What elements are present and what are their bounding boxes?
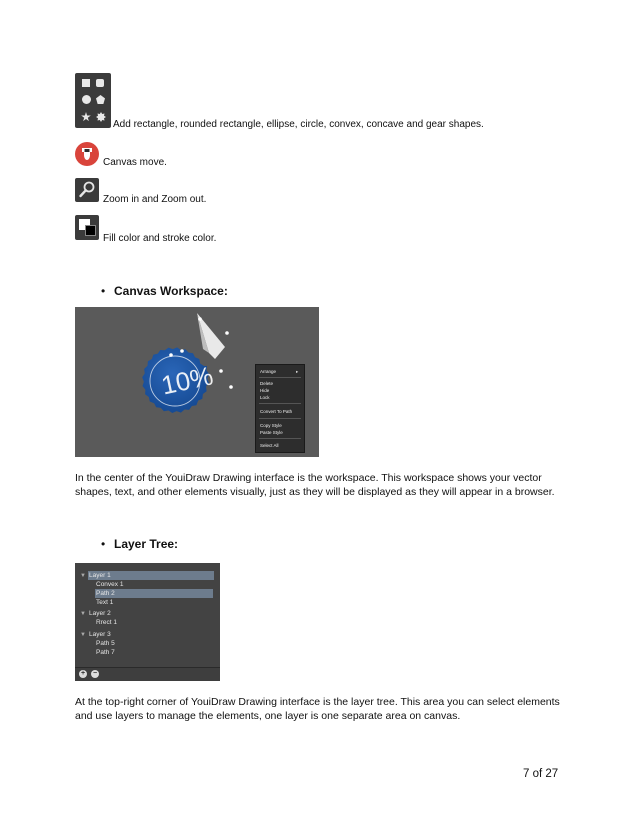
- layer-label: Layer 1: [89, 572, 111, 579]
- shapes-icon: [75, 73, 111, 128]
- context-menu-item-delete[interactable]: Delete: [260, 381, 274, 386]
- zoom-icon: [75, 178, 99, 202]
- context-menu-item-lock[interactable]: Lock: [260, 395, 270, 400]
- add-layer-button[interactable]: +: [80, 670, 86, 677]
- layer-row[interactable]: Layer 2: [89, 610, 111, 617]
- tool-description: Add rectangle, rounded rectangle, ellipse, circle, convex, concave and gear shapes.: [113, 119, 484, 130]
- layer-child-row[interactable]: Convex 1: [96, 581, 124, 588]
- tool-description: Zoom in and Zoom out.: [103, 194, 207, 205]
- badge-text: 10%: [158, 360, 216, 401]
- layer-child-row[interactable]: Path 5: [96, 640, 115, 647]
- layer-child-row[interactable]: Rrect 1: [96, 619, 117, 626]
- context-menu-item-convert-to-path[interactable]: Convert To Path: [260, 409, 293, 414]
- context-menu-item-hide[interactable]: Hide: [260, 388, 270, 393]
- canvas-move-icon: [75, 142, 99, 166]
- page-number: 7 of 27: [523, 768, 559, 780]
- tool-description: Canvas move.: [103, 157, 167, 168]
- section-heading-layer-tree: Layer Tree:: [114, 537, 179, 551]
- submenu-arrow-icon: ▸: [296, 369, 299, 374]
- fill-stroke-icon: [75, 215, 99, 240]
- bullet: •: [101, 284, 106, 298]
- context-menu-item-copy-style[interactable]: Copy Style: [260, 423, 282, 428]
- section-heading-canvas: Canvas Workspace:: [114, 284, 228, 298]
- layer-child-row[interactable]: Path 2: [95, 589, 213, 598]
- expand-arrow-icon[interactable]: ▼: [80, 632, 86, 638]
- tool-description: Fill color and stroke color.: [103, 233, 217, 244]
- layer-child-row[interactable]: Path 7: [96, 649, 115, 656]
- context-menu-item-paste-style[interactable]: Paste Style: [260, 430, 283, 435]
- layer-tree-screenshot: [75, 563, 220, 681]
- expand-arrow-icon[interactable]: ▼: [80, 611, 86, 617]
- context-menu-item-select-all[interactable]: Select All: [260, 443, 279, 448]
- remove-layer-button[interactable]: −: [92, 670, 98, 677]
- expand-arrow-icon[interactable]: ▼: [80, 573, 86, 579]
- layer-tree-description: At the top-right corner of YouiDraw Drawing interface is the layer tree. This area you can select elements and use layers to manage the elements, one layer is one separate area on canvas.: [75, 696, 560, 722]
- layer-row[interactable]: [88, 571, 214, 580]
- canvas-description: In the center of the YouiDraw Drawing interface is the workspace. This workspace shows your vector shapes, text, and other elements visually, just as they will be displayed as they will appear in a browser.: [75, 472, 555, 498]
- layer-child-row[interactable]: Text 1: [96, 599, 114, 606]
- canvas-workspace-screenshot: [75, 307, 319, 457]
- context-menu-item-arrange[interactable]: Arrange: [260, 369, 277, 374]
- bullet: •: [101, 537, 106, 551]
- layer-row[interactable]: Layer 3: [89, 631, 111, 638]
- context-menu[interactable]: [255, 364, 305, 453]
